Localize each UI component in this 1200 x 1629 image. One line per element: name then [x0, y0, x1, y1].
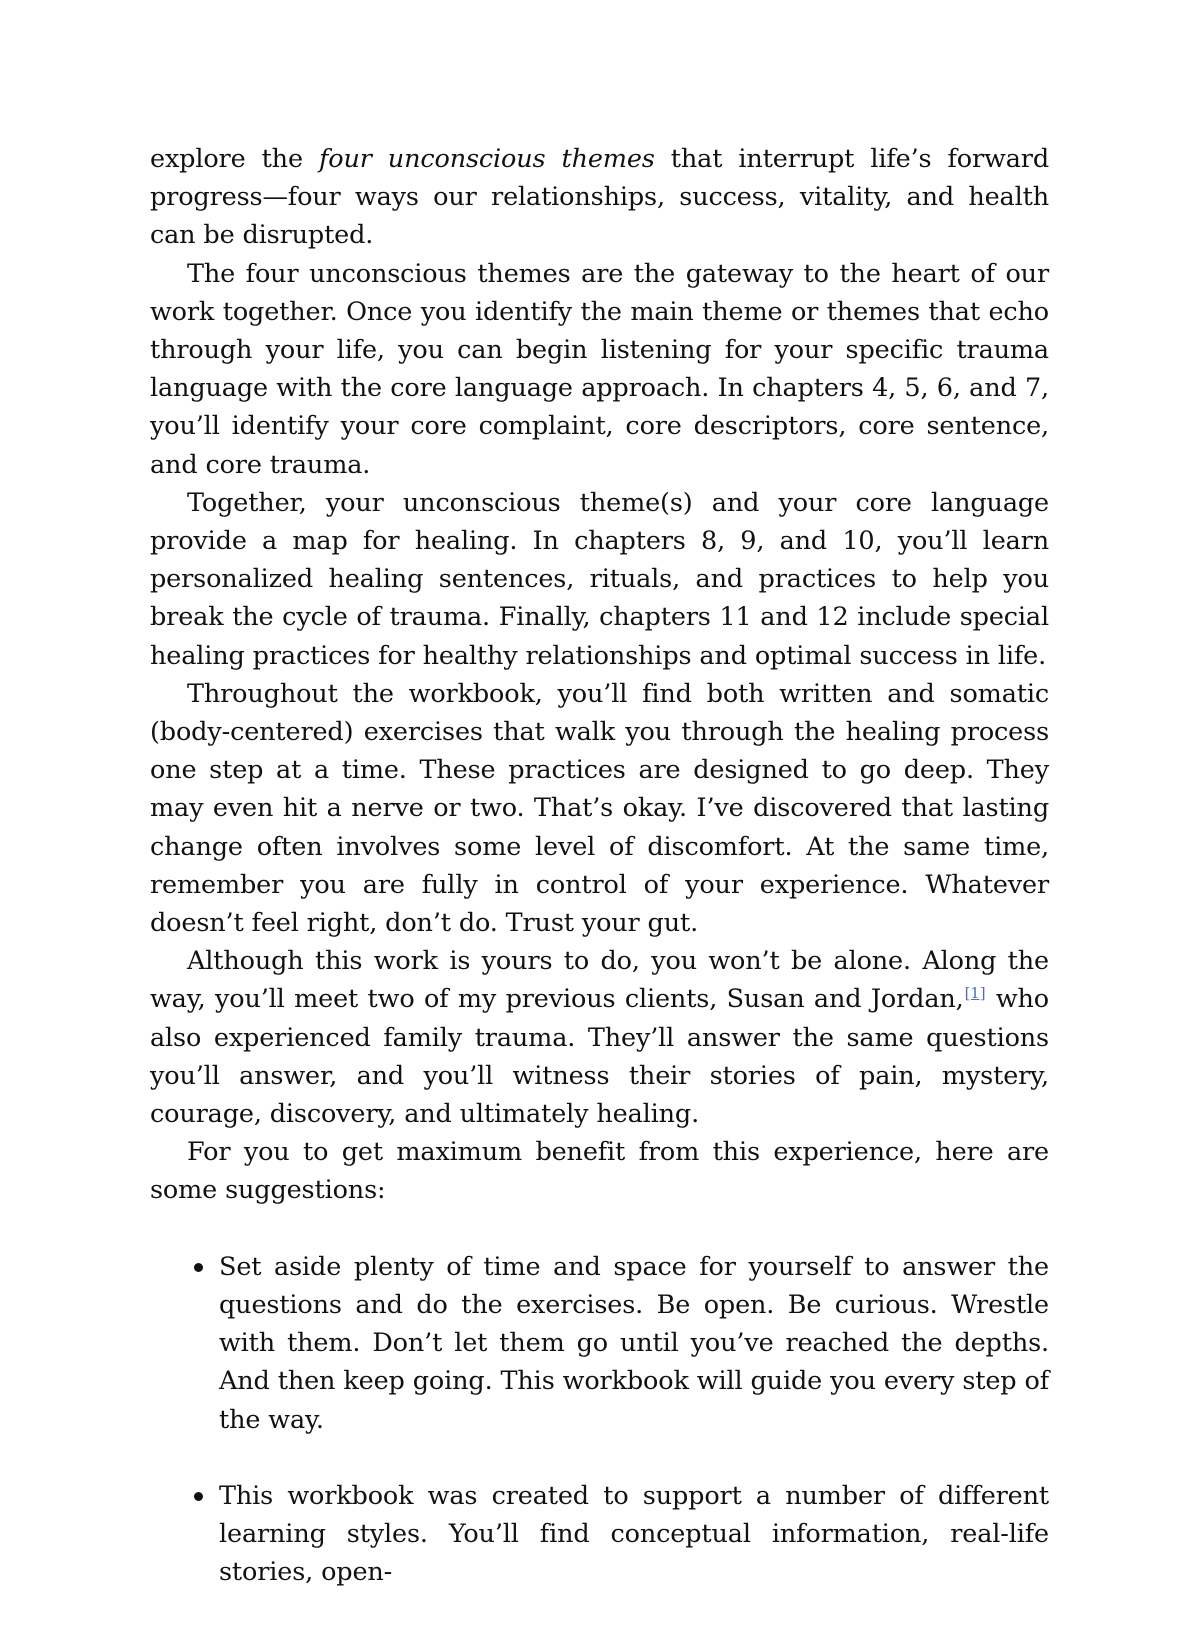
bullet-icon [194, 1492, 203, 1501]
list-item-text: This workbook was created to support a number of different learning styles. You’ll find conceptual information, real-life stories, open- [219, 1480, 1049, 1588]
paragraph-themes-gateway: The four unconscious themes are the gateway to the heart of our work together. Once you identify the main theme or themes that echo through your life, you can begin listening for your specific trauma language with the core language approach. In chapters 4, 5, 6, and 7, you’ll identify your core complaint, core descriptors, core sentence, and core trauma. [150, 258, 1049, 480]
page-body [150, 140, 1049, 1629]
paragraph-map-for-healing: Together, your unconscious theme(s) and your core language provide a map for healing. In chapters 8, 9, and 10, you’ll learn personalized healing sentences, rituals, and practices to help you break the cycle of trauma. Finally, chapters 11 and 12 include special healing practices for healthy relationships and optimal success in life. [150, 487, 1049, 671]
bullet-icon [194, 1263, 203, 1272]
paragraph-continuation [150, 140, 1049, 255]
emphasis-text: four unconscious themes [318, 144, 655, 174]
paragraph-exercises: Throughout the workbook, you’ll find both written and somatic (body-centered) exercises that walk you through the healing process one step at a time. These practices are designed to go deep. They may even hit a nerve or two. That’s okay. I’ve discovered that lasting change often involves some level of discomfort. At the same time, remember you are fully in control of your experience. Whatever doesn’t feel right, don’t do. Trust your gut. [150, 678, 1049, 939]
suggestions-list [150, 1248, 1049, 1592]
paragraph-not-alone [150, 942, 1049, 1133]
paragraph-text: that interrupt life’s forward progress—four ways our relationships, success, vitality, and health can be disrupted. [150, 144, 1049, 251]
list-item [150, 1248, 1049, 1439]
paragraph-text: Although this work is yours to do, you won’t be alone. Along the way, you’ll meet two of my previous clients, Susan and Jordan, [150, 946, 1049, 1015]
paragraph-text: who also experienced family trauma. They’ll answer the same questions you’ll answer, and you’ll witness their stories of pain, mystery, courage, discovery, and ultimately healing. [150, 984, 1050, 1130]
footnote-link[interactable]: [1] [964, 984, 986, 1003]
list-item-text: Set aside plenty of time and space for yourself to answer the questions and do the exercises. Be open. Be curious. Wrestle with them. Don’t let them go until you’ve reached the depths. And then keep going. This workbook will guide you every step of the way. [219, 1251, 1049, 1435]
list-item [150, 1477, 1049, 1592]
paragraph-text: explore the [150, 144, 319, 174]
paragraph-suggestions-intro: For you to get maximum benefit from this experience, here are some suggestions: [150, 1137, 1049, 1206]
